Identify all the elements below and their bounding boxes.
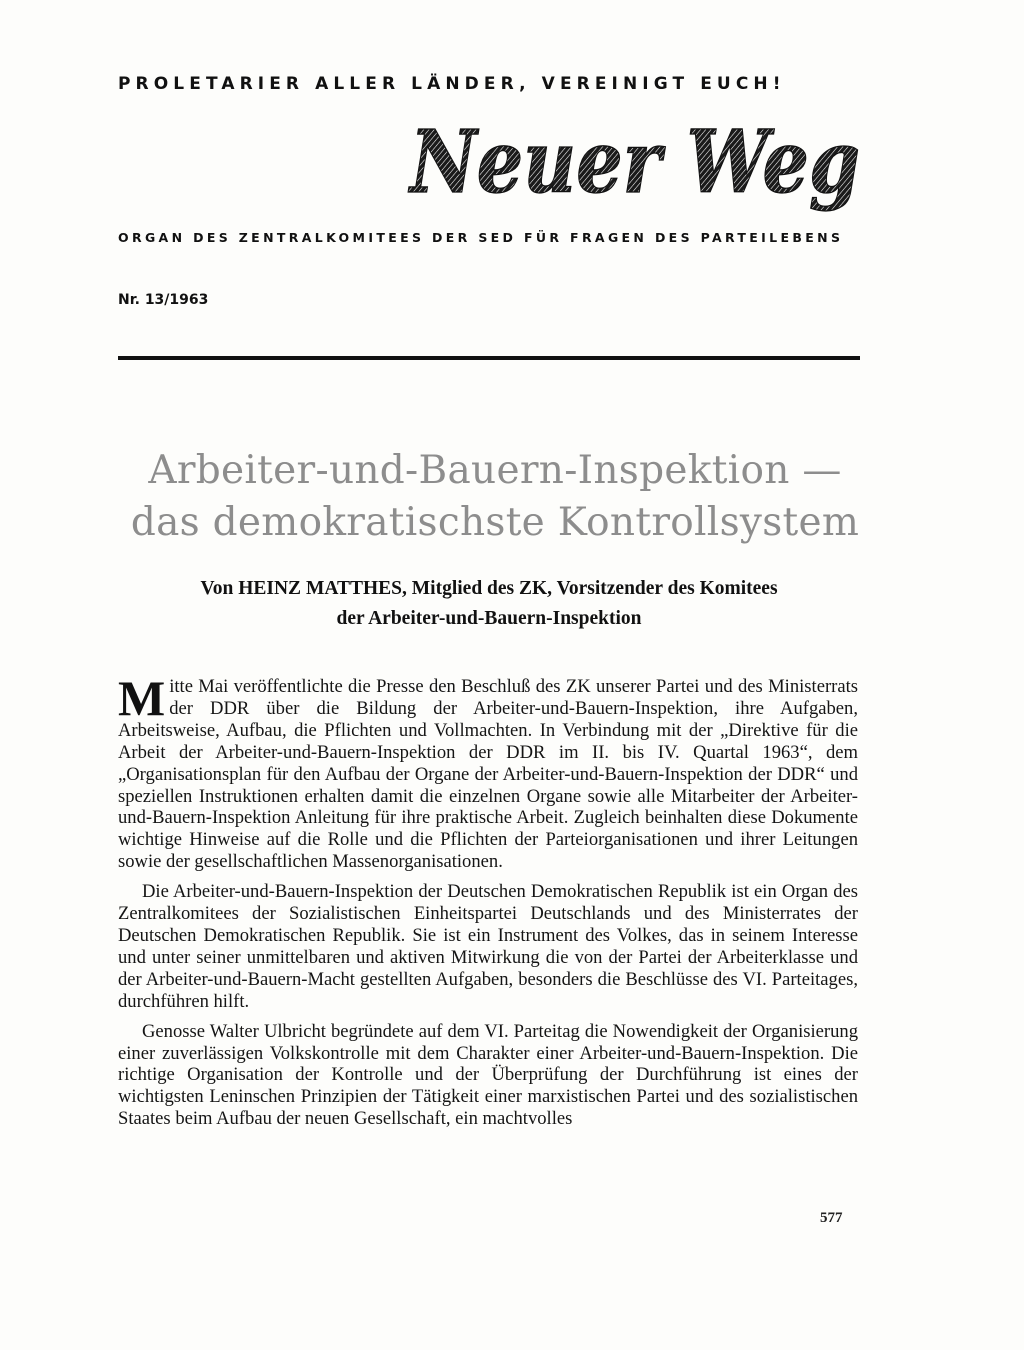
issue-number: Nr. 13/1963	[118, 292, 209, 308]
article-headline	[110, 445, 880, 549]
paragraph-1-text: itte Mai veröffentlichte die Presse den Beschluß des ZK unserer Partei und des Ministerrats der DDR über die Bildung der Arbeiter-und-Bauern-Inspektion, ihre Aufgaben, Arbeitsweise, Aufbau, die Pflichten und Vollmachten. In Verbindung mit der „Direktive für die Arbeit der Arbeiter-und-Bauern-Inspektion der DDR im II. bis IV. Quartal 1963“, dem „Organisationsplan für den Aufbau der Organe der Arbeiter-und-Bauern-Inspektion der DDR“ und speziellen Instruktionen erhalten damit die einzelnen Organe sowie alle Mitarbeiter der Arbeiter-und-Bauern-Inspektion Anleitung für ihre praktische Arbeit. Zugleich beinhalten diese Dokumente wichtige Hinweise auf die Rolle und die Pflichten der Parteiorganisationen und ihrer Leitungen sowie der gesellschaftlichen Massenorganisationen.	[118, 676, 858, 873]
byline-line-1: Von HEINZ MATTHES, Mitglied des ZK, Vorsitzender des Komitees	[200, 578, 778, 599]
page-number: 577	[820, 1210, 843, 1226]
article-body	[118, 670, 858, 1138]
masthead-title: Neuer Weg	[407, 112, 860, 213]
headline-line-2: das demokratischste Kontrollsystem	[130, 500, 860, 545]
paragraph-3: Genosse Walter Ulbricht begründete auf dem VI. Parteitag die Nowendigkeit der Organisierung einer zuverlässigen Volkskontrolle mit dem Charakter einer Arbeiter-und-Bauern-Inspektion. Die richtige Organisation der Kontrolle und der Überprüfung der Durchführung ist eines der wichtigsten Leninschen Prinzipien der Tätigkeit einer marxistischen Partei und des sozialistischen Staates beim Aufbau der neuen Gesellschaft, ein machtvolles	[118, 1020, 858, 1130]
article-byline	[118, 574, 860, 634]
organ-line: ORGAN DES ZENTRALKOMITEES DER SED FÜR FRAGEN DES PARTEILEBENS	[118, 230, 844, 245]
drop-cap: M	[118, 670, 166, 726]
masthead-logo	[405, 108, 865, 218]
paragraph-2: Die Arbeiter-und-Bauern-Inspektion der Deutschen Demokratischen Republik ist ein Organ des Zentralkomitees der Sozialistischen Einheitspartei Deutschlands und des Ministerrates der Deutschen Demokratischen Republik. Sie ist ein Instrument des Volkes, das in seinem Interesse und unter seiner unmittelbaren und aktiven Mitwirkung die von der Partei der Arbeiterklasse und der Arbeiter-und-Bauern-Macht gestellten Aufgaben, besonders die Beschlüsse des VI. Parteitages, durchführen hilft.	[118, 881, 858, 1012]
paragraph-1	[118, 670, 858, 873]
header-divider	[118, 356, 860, 360]
headline-line-1: Arbeiter-und-Bauern-Inspektion —	[148, 448, 842, 493]
byline-line-2: der Arbeiter-und-Bauern-Inspektion	[336, 608, 642, 629]
slogan: PROLETARIER ALLER LÄNDER, VEREINIGT EUCH!	[118, 74, 786, 94]
